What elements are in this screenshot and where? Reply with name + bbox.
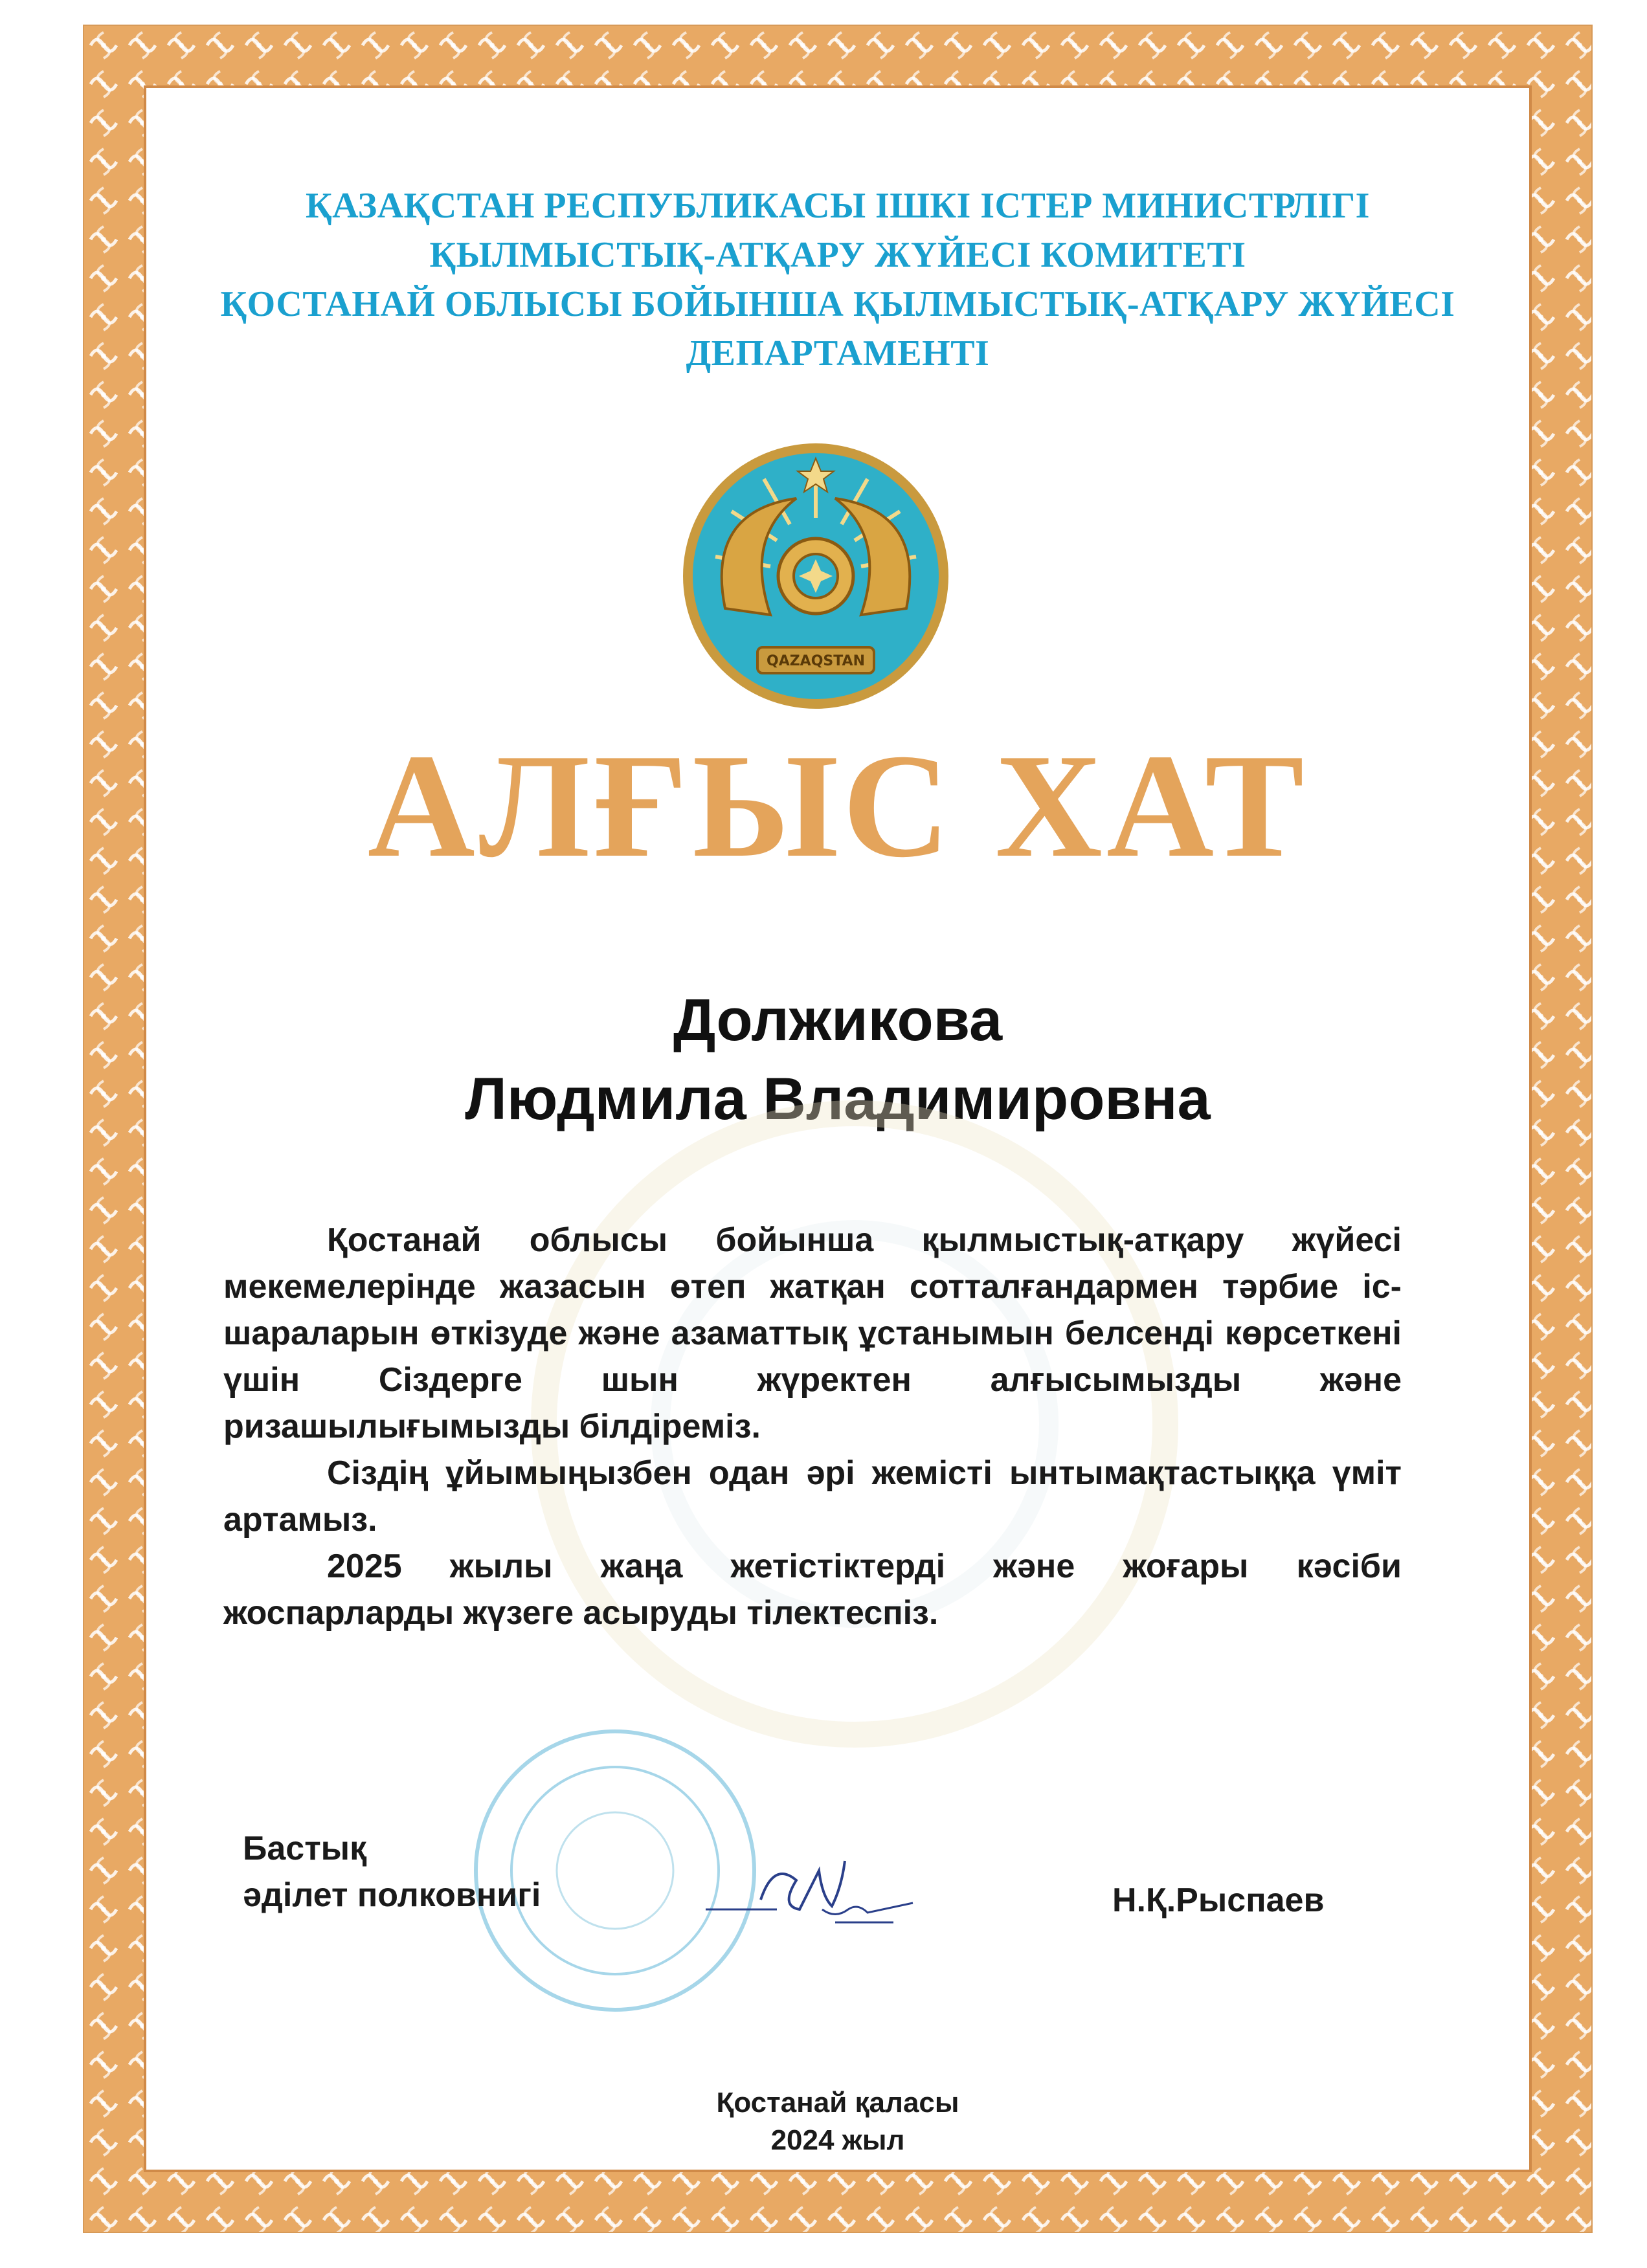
signatory-title: [243, 1825, 541, 1918]
footer-city: Қостанай қаласы: [716, 2087, 959, 2118]
signatory-position: Бастық: [243, 1830, 367, 1867]
recipient-given-name: Людмила Владимировна: [465, 1066, 1211, 1132]
signatory-name: Н.Қ.Рыспаев: [1112, 1882, 1325, 1919]
issuer-header: [144, 181, 1532, 378]
header-committee: ҚЫЛМЫСТЫҚ-АТҚАРУ ЖҮЙЕСІ КОМИТЕТІ: [429, 235, 1246, 275]
recipient-surname: Должикова: [673, 987, 1003, 1053]
header-ministry: ҚАЗАҚСТАН РЕСПУБЛИКАСЫ ІШКІ ІСТЕР МИНИСТРЛІГІ: [306, 186, 1370, 226]
body-paragraph-1: Қостанай облысы бойынша қылмыстық-атқару жүйесі мекемелерінде жазасын өтеп жатқан сотталғандармен тәрбие іс-шараларын өткізуде және азаматтық ұстанымын белсенді көрсеткені үшін Сіздерге шын жүректен алғысымызды және ризашылығымызды білдіреміз.: [223, 1221, 1402, 1445]
handwritten-signature: [699, 1838, 932, 1942]
body-paragraph-3: 2025 жылы жаңа жетістіктерді және жоғары кәсіби жоспарларды жүзеге асыруды тілектеспіз.: [223, 1548, 1402, 1632]
state-emblem-icon: [680, 440, 952, 712]
signatory-rank: әділет полковнигі: [243, 1876, 541, 1914]
header-department-cont: ДЕПАРТАМЕНТІ: [686, 333, 990, 373]
certificate-title: АЛҒЫС ХАТ: [367, 723, 1308, 888]
body-paragraph-2: Сіздің ұйымыңызбен одан әрі жемісті ынтымақтастыққа үміт артамыз.: [223, 1454, 1402, 1539]
place-and-date: [144, 2084, 1532, 2159]
emblem-text: QAZAQSTAN: [767, 653, 865, 669]
letter-body: [223, 1217, 1402, 1636]
header-department: ҚОСТАНАЙ ОБЛЫСЫ БОЙЫНША ҚЫЛМЫСТЫҚ-АТҚАРУ ЖҮЙЕСІ: [220, 284, 1455, 324]
footer-year: 2024 жыл: [770, 2124, 905, 2156]
